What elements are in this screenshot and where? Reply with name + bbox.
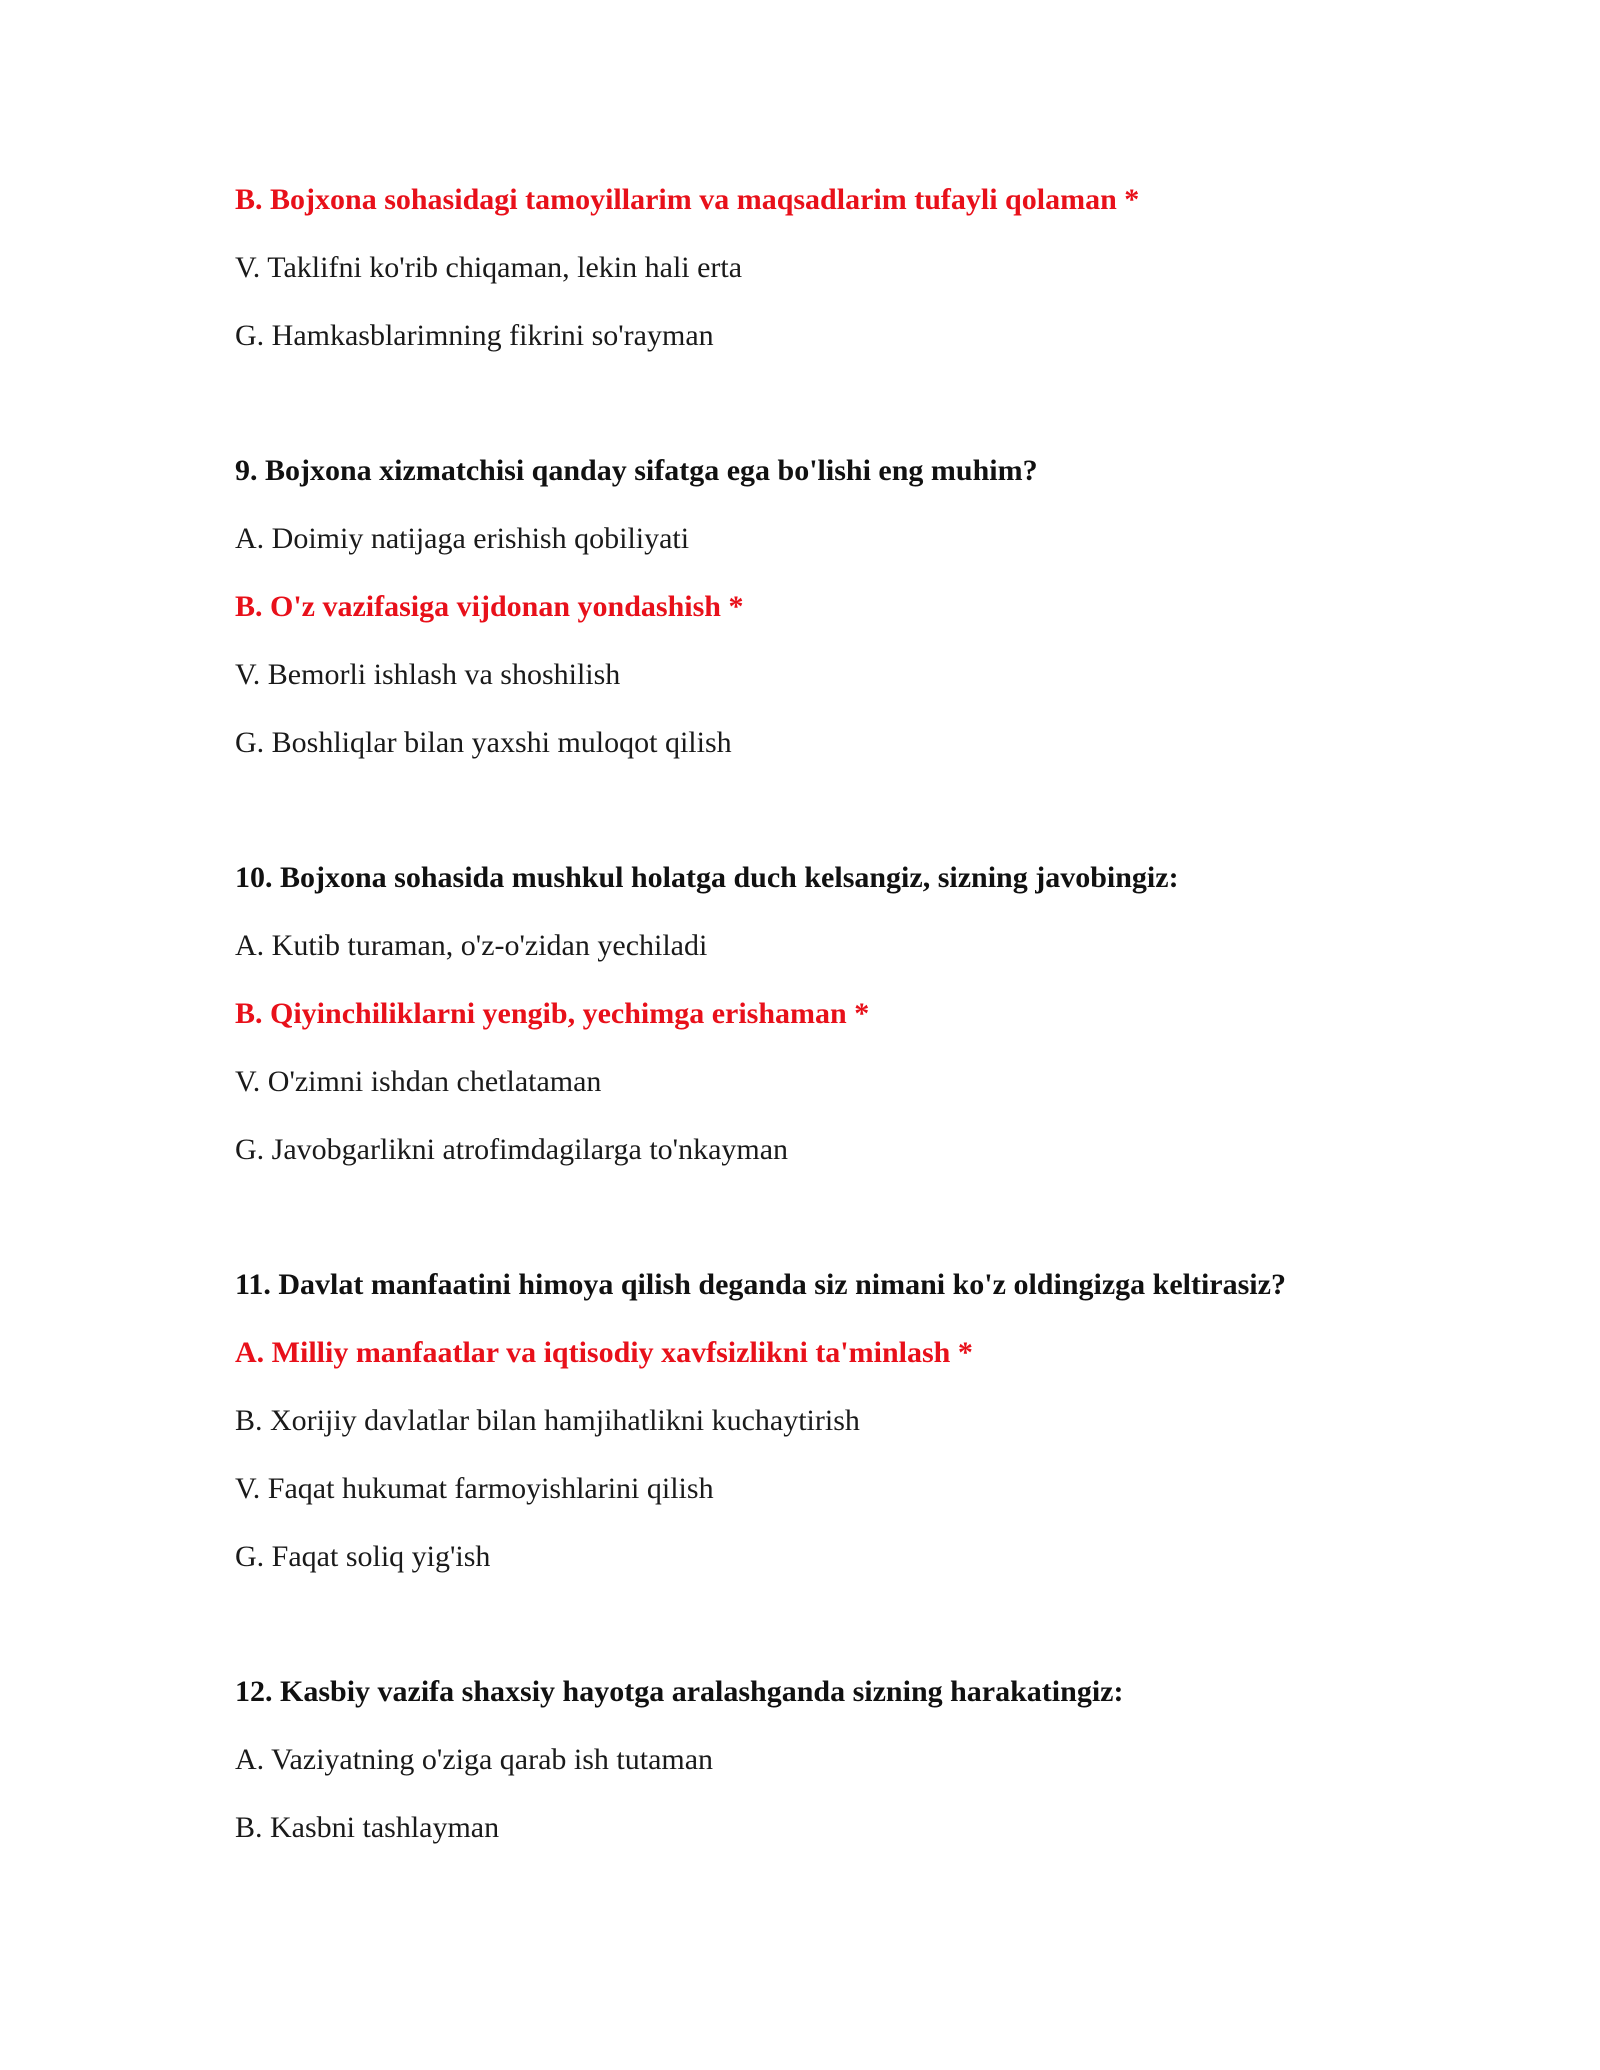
answer-option: G. Faqat soliq yig'ish — [235, 1540, 491, 1573]
answer-option: A. Kutib turaman, o'z-o'zidan yechiladi — [235, 929, 708, 962]
answer-option: A. Vaziyatning o'ziga qarab ish tutaman — [235, 1743, 714, 1776]
question-text: 9. Bojxona xizmatchisi qanday sifatga ega bo'lishi eng muhim? — [235, 454, 1038, 487]
answer-option: G. Javobgarlikni atrofimdagilarga to'nkayman — [235, 1133, 789, 1166]
answer-option: V. O'zimni ishdan chetlataman — [235, 1065, 602, 1098]
answer-option-correct: B. Qiyinchiliklarni yengib, yechimga erishaman * — [235, 997, 870, 1030]
question-block — [235, 1672, 1435, 1848]
block-spacer — [235, 384, 1435, 451]
answer-option-correct: B. Bojxona sohasidagi tamoyillarim va maqsadlarim tufayli qolaman * — [235, 183, 1140, 216]
block-spacer — [235, 1198, 1435, 1265]
answer-option-correct: A. Milliy manfaatlar va iqtisodiy xavfsizlikni ta'minlash * — [235, 1336, 973, 1369]
answer-option: B. Xorijiy davlatlar bilan hamjihatlikni kuchaytirish — [235, 1404, 860, 1437]
question-block — [235, 858, 1435, 1170]
block-spacer — [235, 1605, 1435, 1672]
answer-option-correct: B. O'z vazifasiga vijdonan yondashish * — [235, 590, 744, 623]
answer-option: G. Hamkasblarimning fikrini so'rayman — [235, 319, 714, 352]
question-text: 12. Kasbiy vazifa shaxsiy hayotga aralashganda sizning harakatingiz: — [235, 1675, 1124, 1708]
question-block — [235, 451, 1435, 763]
quiz-content — [235, 180, 1435, 1876]
answer-option: V. Faqat hukumat farmoyishlarini qilish — [235, 1472, 714, 1505]
question-text: 11. Davlat manfaatini himoya qilish deganda siz nimani ko'z oldingizga keltirasiz? — [235, 1268, 1286, 1301]
answer-option: G. Boshliqlar bilan yaxshi muloqot qilish — [235, 726, 732, 759]
question-block — [235, 1265, 1435, 1577]
question-block — [235, 180, 1435, 356]
answer-option: V. Taklifni ko'rib chiqaman, lekin hali erta — [235, 251, 743, 284]
answer-option: V. Bemorli ishlash va shoshilish — [235, 658, 621, 691]
block-spacer — [235, 791, 1435, 858]
question-text: 10. Bojxona sohasida mushkul holatga duch kelsangiz, sizning javobingiz: — [235, 861, 1179, 894]
answer-option: A. Doimiy natijaga erishish qobiliyati — [235, 522, 690, 555]
answer-option: B. Kasbni tashlayman — [235, 1811, 500, 1844]
